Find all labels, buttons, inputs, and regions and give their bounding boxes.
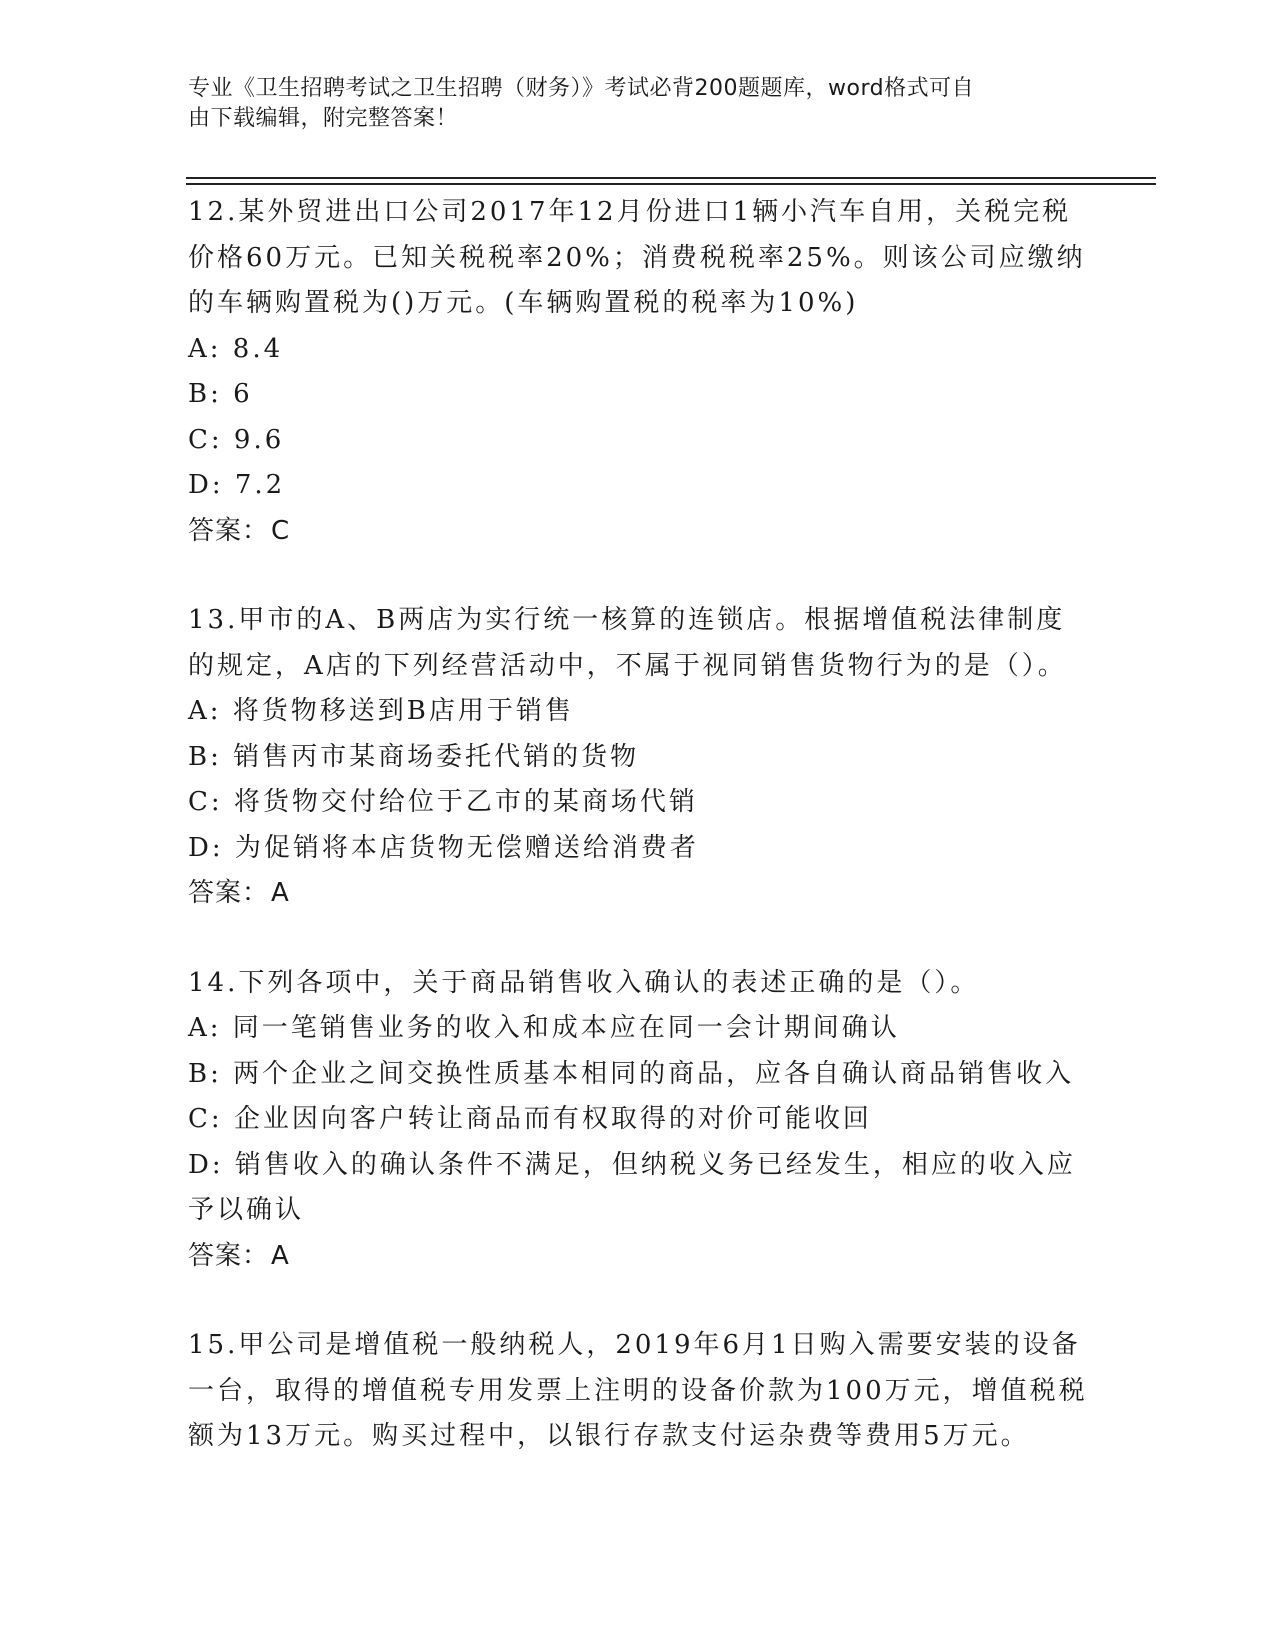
option-a: A: 8.4 xyxy=(188,333,284,364)
answer-label: 答案： xyxy=(188,878,270,908)
option-c: C: 企业因向客户转让商品而有权取得的对价可能收回 xyxy=(188,1104,872,1134)
answer-value: A xyxy=(271,878,290,908)
option-d: D: 7.2 xyxy=(188,470,286,500)
answer-value: A xyxy=(271,1240,290,1271)
option-d: D: 销售收入的确认条件不满足，但纳税义务已经发生，相应的收入应予以确认 xyxy=(188,1149,1076,1225)
option-b: B: 6 xyxy=(188,379,253,409)
header-divider-bottom xyxy=(186,183,1156,185)
question-list xyxy=(188,190,1088,1460)
question-13 xyxy=(188,598,1088,917)
question-text: 12.某外贸进出口公司2017年12月份进口1辆小汽车自用，关税完税价格60万元。已知关税税率20%；消费税税率25%。则该公司应缴纳的车辆购置税为()万元。(车辆购置税的税率为10%) xyxy=(188,197,1086,318)
answer-label: 答案： xyxy=(188,515,270,546)
question-text: 15.甲公司是增值税一般纳税人，2019年6月1日购入需要安装的设备一台，取得的增值税专用发票上注明的设备价款为100万元，增值税税额为13万元。购买过程中，以银行存款支付运杂费等费用5万元。 xyxy=(188,1330,1088,1451)
option-d: D: 为促销将本店货物无偿赠送给消费者 xyxy=(188,832,699,863)
question-15 xyxy=(188,1323,1088,1460)
option-c: C: 9.6 xyxy=(188,424,285,455)
option-a: A: 将货物移送到B店用于销售 xyxy=(188,696,574,726)
option-a: A: 同一笔销售业务的收入和成本应在同一会计期间确认 xyxy=(188,1013,900,1043)
answer-line xyxy=(188,871,1088,917)
question-text: 13.甲市的A、B两店为实行统一核算的连锁店。根据增值税法律制度的规定，A店的下列经营活动中，不属于视同销售货物行为的是（）。 xyxy=(188,605,1067,681)
header-line-1: 专业《卫生招聘考试之卫生招聘（财务）》考试必背200题题库，word格式可自 xyxy=(188,76,975,101)
question-text: 14.下列各项中，关于商品销售收入确认的表述正确的是（）。 xyxy=(188,967,980,998)
question-14 xyxy=(188,961,1088,1280)
option-c: C: 将货物交付给位于乙市的某商场代销 xyxy=(188,787,698,817)
answer-line xyxy=(188,1234,1088,1280)
option-b: B: 两个企业之间交换性质基本相同的商品，应各自确认商品销售收入 xyxy=(188,1058,1075,1089)
answer-label: 答案： xyxy=(188,1240,270,1271)
answer-line xyxy=(188,509,1088,555)
header-divider-top xyxy=(186,177,1156,179)
answer-value: C xyxy=(271,515,291,546)
option-b: B: 销售丙市某商场委托代销的货物 xyxy=(188,741,640,772)
question-12 xyxy=(188,190,1088,554)
document-header xyxy=(188,74,1068,134)
header-line-2: 由下载编辑，附完整答案！ xyxy=(188,106,459,131)
